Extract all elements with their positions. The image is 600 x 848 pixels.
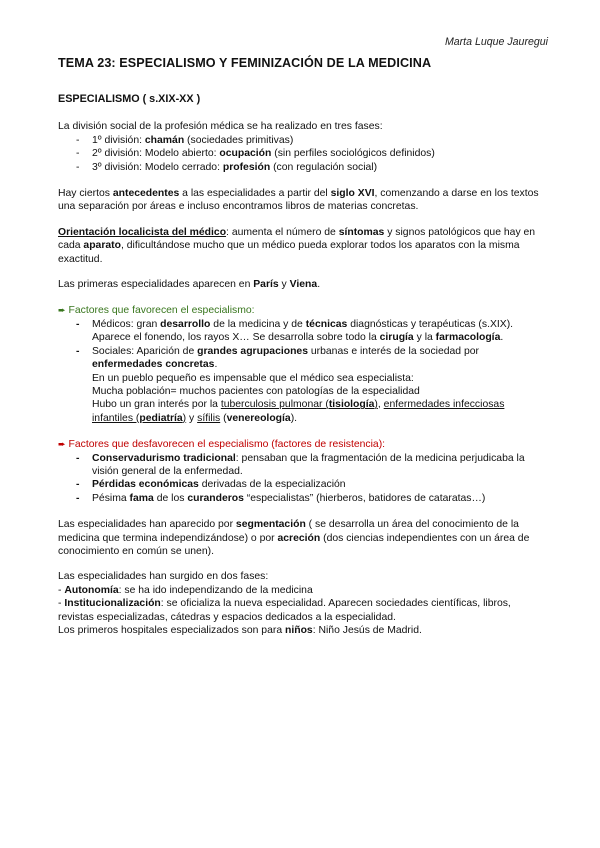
fases-intro: Las especialidades han surgido en dos fases: — [58, 571, 269, 583]
fase-autonomia: - Autonomía: se ha ido independizando de la medicina — [58, 584, 313, 596]
desfavorecen-heading: ➨ Factores que desfavorecen el especialismo (factores de resistencia): — [58, 439, 386, 451]
fase-institucionalizacion: - Institucionalización: se oficializa la nueva especialidad. Aparecen sociedades científicas, libros, revistas especializadas, cátedras y espacios dedicados a la especialidad. — [58, 598, 511, 623]
list-item: - Sociales: Aparición de grandes agrupaciones urbanas e interés de la sociedad por enfermedades concretas. En un pueblo pequeño es impensable que el médico sea especialista: Mucha población= muchos pacientes con patologías de la especialidad Hubo un gran interés por la tuberculosis pulmonar (tisiología), enfermedades infecciosas infantiles (pediatría) y sífilis (venereología). — [58, 345, 546, 425]
list-item: - Médicos: gran desarrollo de la medicina y de técnicas diagnósticas y terapéuticas (s.XIX). Aparece el fonendo, los rayos X… Se desarrolla sobre todo la cirugía y la farmacología. — [58, 318, 546, 345]
orientacion-paragraph: Orientación localicista del médico: aumenta el número de síntomas y signos patológicos que hay en cada aparato, dificultándose mucho que un médico pueda explorar todos los aparatos con la misma exactitud. — [58, 226, 536, 265]
arrow-right-icon: ➨ — [58, 305, 66, 316]
document-body — [58, 93, 546, 637]
fases-block — [58, 570, 546, 637]
favorecen-list — [58, 318, 546, 425]
list-item: - 3º división: Modelo cerrado: profesión (con regulación social) — [58, 161, 546, 174]
phases-list — [58, 134, 546, 174]
list-item: - Pésima fama de los curanderos “especialistas” (hierberos, batidores de cataratas…) — [58, 492, 546, 505]
hospitales-line: Los primeros hospitales especializados son para niños: Niño Jesús de Madrid. — [58, 625, 422, 636]
desfavorecen-list — [58, 452, 546, 506]
arrow-right-icon: ➨ — [58, 439, 66, 450]
segmentacion-paragraph: Las especialidades han aparecido por segmentación ( se desarrolla un área del conocimiento de la medicina que termina independizándose) o por acreción (dos ciencias independientes con un área de conocimiento en común se unen). — [58, 519, 530, 557]
page-title: TEMA 23: ESPECIALISMO Y FEMINIZACIÓN DE LA MEDICINA — [58, 56, 432, 70]
intro-text: La división social de la profesión médica se ha realizado en tres fases: — [58, 121, 383, 133]
list-item: - 1º división: chamán (sociedades primitivas) — [58, 134, 546, 147]
list-item: - Conservadurismo tradicional: pensaban que la fragmentación de la medicina perjudicaba la visión general de la enfermedad. — [58, 452, 546, 479]
primeras-paragraph: Las primeras especialidades aparecen en París y Viena. — [58, 279, 321, 291]
favorecen-heading: ➨ Factores que favorecen el especialismo: — [58, 305, 255, 317]
list-item: - Pérdidas económicas derivadas de la especialización — [58, 478, 546, 491]
author-name: Marta Luque Jauregui — [444, 36, 548, 48]
antecedentes-paragraph: Hay ciertos antecedentes a las especialidades a partir del siglo XVI, comenzando a darse en los textos una separación por áreas e incluso encontramos libros de materias concretas. — [58, 188, 539, 213]
section-heading: ESPECIALISMO ( s.XIX-XX ) — [58, 93, 201, 105]
list-item: - 2º división: Modelo abierto: ocupación (sin perfiles sociológicos definidos) — [58, 147, 546, 160]
